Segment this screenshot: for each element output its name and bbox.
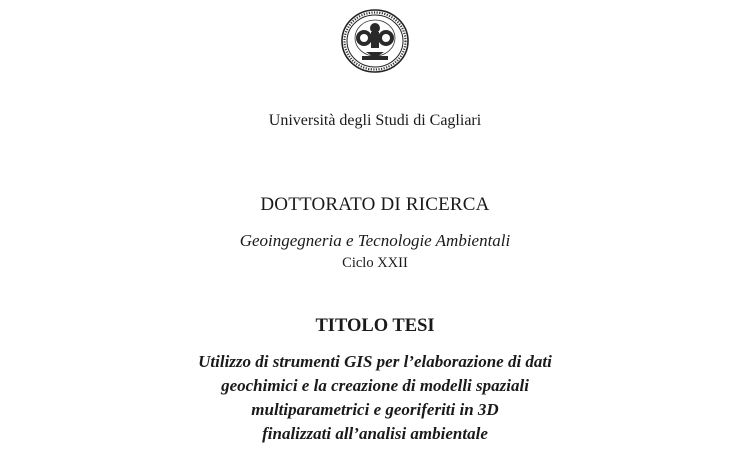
thesis-title-line-2: geochimici e la creazione di modelli spaziali: [221, 376, 529, 395]
university-seal-icon: [340, 8, 410, 74]
thesis-heading: TITOLO TESI: [315, 316, 435, 336]
course-name: Geoingegneria e Tecnologie Ambientali: [239, 231, 511, 250]
thesis-title-line-1: Utilizzo di strumenti GIS per l’elaborazione di dati: [198, 352, 552, 371]
doctorate-title: DOTTORATO DI RICERCA: [260, 194, 490, 215]
thesis-title-line-3: multiparametrici e georiferiti in 3D: [251, 400, 499, 419]
thesis-title-line-4: finalizzati all’analisi ambientale: [262, 424, 488, 443]
cycle-label: Ciclo XXII: [342, 255, 408, 271]
university-name: Università degli Studi di Cagliari: [268, 112, 482, 129]
